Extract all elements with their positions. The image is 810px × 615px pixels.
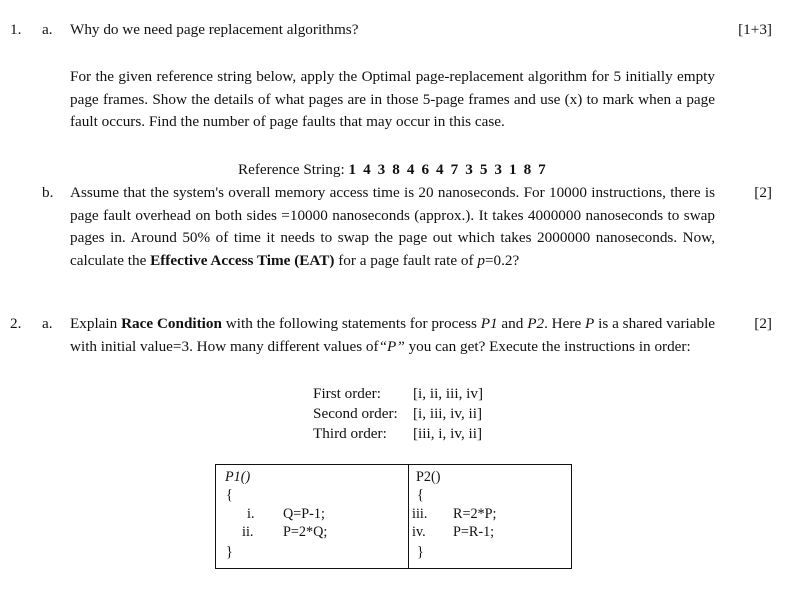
q2a-p1: P1: [480, 315, 498, 332]
p2-line-num: iv.: [412, 524, 426, 540]
order-value: [iii, i, iv, ii]: [413, 425, 483, 442]
q1b-text-1: Assume that the system's overall memory access time is 20 nanoseconds. For 10000 instructions, there is page fault overhead on both sides =10000 nanoseconds (approx.). It takes 4000000 nanoseconds to swap pages in. Around 50% of time it needs to swap the page out which takes 2000000 nanoseconds. Now, calculate the: [70, 184, 715, 269]
p2-line-num: iii.: [412, 506, 428, 522]
reference-string-value: 1 4 3 8 4 6 4 7 3 5 3 1 8 7: [348, 161, 548, 178]
order-label: Second order:: [313, 405, 398, 422]
p1-code-column: [216, 465, 409, 568]
q1b-marks: [2]: [754, 184, 772, 201]
p1-line-num: i.: [247, 506, 255, 522]
q2a-text-4: is a shared variable with initial value=3. How many different values of: [70, 315, 716, 355]
order-value: [i, iii, iv, ii]: [413, 405, 483, 422]
p2-line-stmt: R=2*P;: [453, 506, 497, 522]
q1b-label: b.: [42, 184, 54, 201]
q1b-rate-val: =0.2?: [484, 251, 520, 269]
order-value: [i, ii, iii, iv]: [413, 385, 484, 402]
reference-string-label: Reference String:: [238, 161, 345, 178]
q1a-question: Why do we need page replacement algorithms?: [70, 21, 359, 38]
p1-open-brace: {: [226, 487, 233, 503]
p1-header: P1(): [225, 469, 251, 485]
reference-string: [238, 159, 547, 182]
p2-code-column: [409, 465, 571, 568]
q2-number: 2.: [10, 315, 22, 332]
q2a-p2: P2: [527, 315, 545, 332]
order-row: [313, 404, 483, 424]
p2-open-brace: {: [417, 487, 424, 503]
q2a-paragraph: [70, 313, 715, 358]
q1b-eat-term: Effective Access Time (EAT): [150, 251, 335, 269]
execution-orders: [313, 384, 483, 444]
p2-close-brace: }: [417, 544, 424, 560]
q1b-rate-var: p: [477, 251, 485, 269]
process-code-table: [215, 464, 572, 569]
q2a-and: and: [501, 315, 524, 332]
q1-number: 1.: [10, 21, 22, 38]
p2-line-stmt: P=R-1;: [453, 524, 495, 540]
p1-line-stmt: Q=P-1;: [283, 506, 325, 522]
p1-line-num: ii.: [242, 524, 254, 540]
order-row: [313, 424, 483, 444]
order-row: [313, 384, 483, 404]
q2a-text-2: with the following statements for process: [225, 315, 477, 332]
q2a-pvar: P: [585, 315, 595, 332]
q2a-label: a.: [42, 315, 53, 332]
p1-line-stmt: P=2*Q;: [283, 524, 328, 540]
q1a-marks: [1+3]: [738, 21, 772, 38]
q2a-marks: [2]: [754, 315, 772, 332]
p2-header: P2(): [416, 469, 441, 485]
q1a-paragraph: For the given reference string below, apply the Optimal page-replacement algorithm for 5 initially empty page frames. Show the details of what pages are in those 5-page frames and use (x) to mark when a page fault occurs. Find the number of page faults that may occur in this case.: [70, 68, 715, 131]
q1b-text-2: for a page fault rate of: [338, 251, 474, 269]
q2a-text-1: Explain: [70, 315, 118, 332]
q2a-text-5: you can get? Execute the instructions in order:: [408, 337, 691, 355]
q2a-quoted-p: “P”: [378, 337, 405, 355]
order-label: First order:: [313, 385, 381, 402]
q1a-label: a.: [42, 21, 53, 38]
q2a-race-term: Race Condition: [121, 315, 222, 332]
q2a-text-3: . Here: [544, 315, 582, 332]
order-label: Third order:: [313, 425, 387, 442]
q1b-paragraph: [70, 182, 715, 272]
p1-close-brace: }: [226, 544, 233, 560]
